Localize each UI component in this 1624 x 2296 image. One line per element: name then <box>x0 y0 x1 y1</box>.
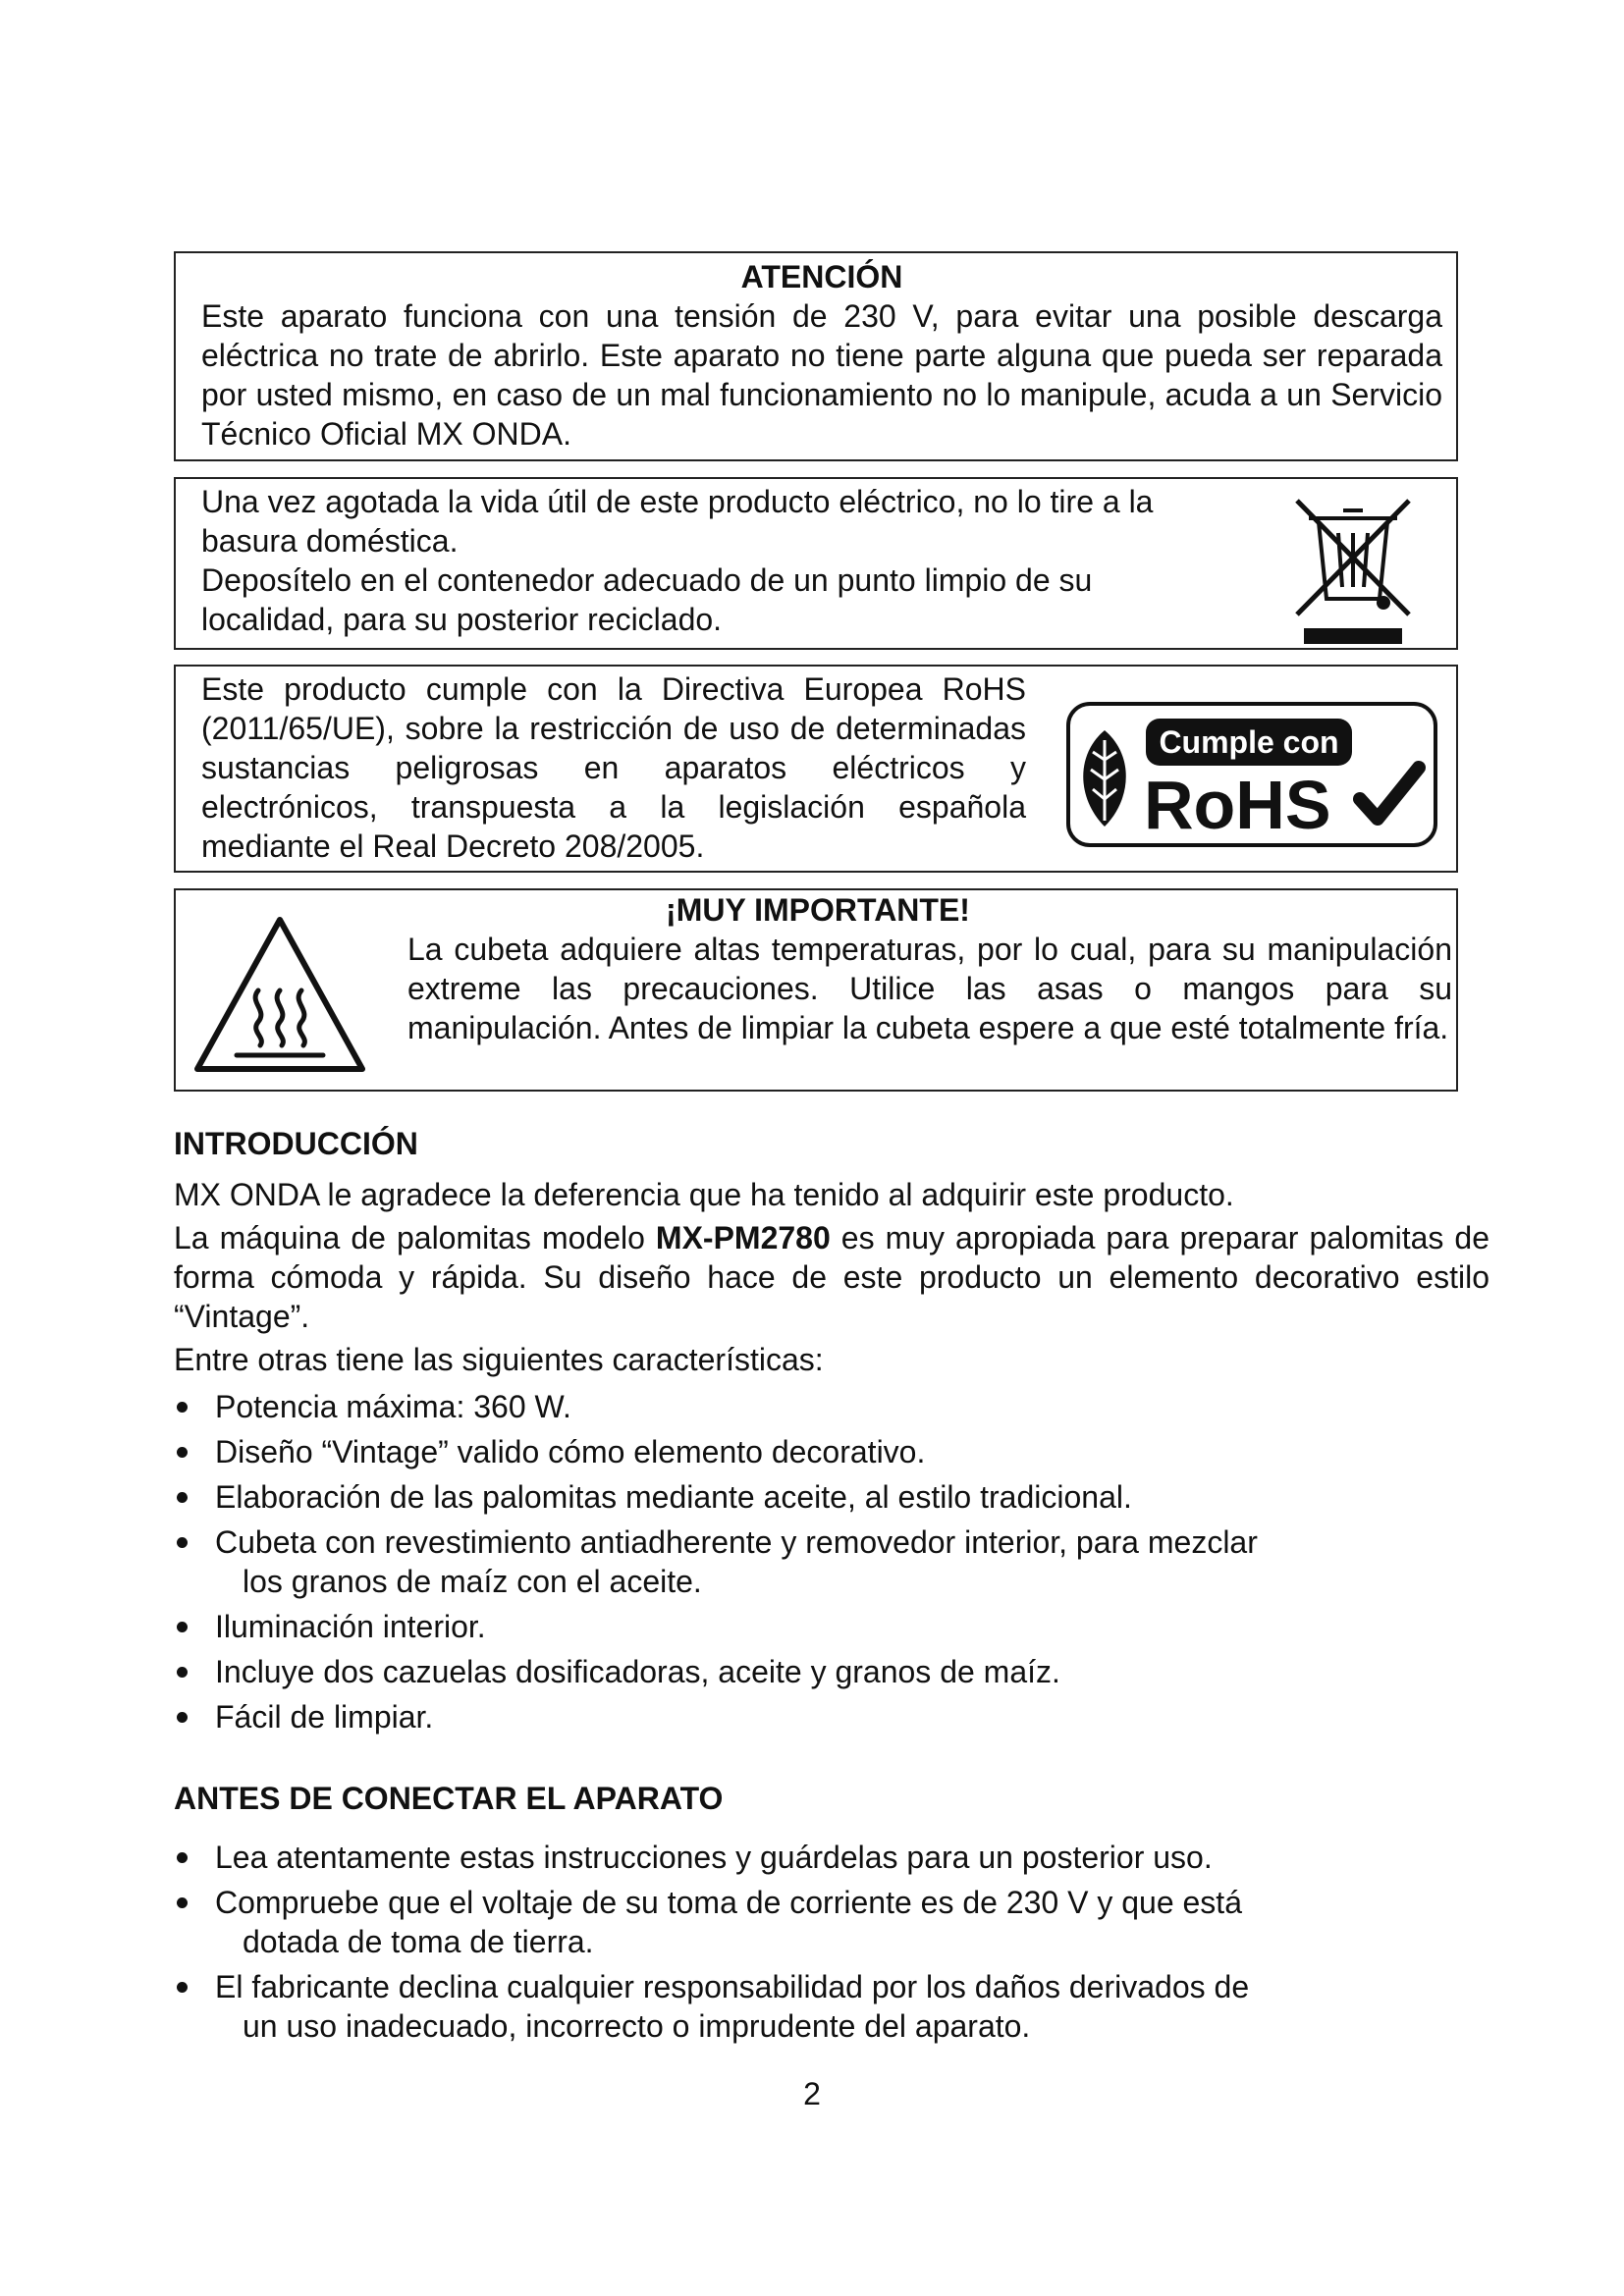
intro-paragraph-1: MX ONDA le agradece la deferencia que ha tenido al adquirir este producto. <box>174 1177 1234 1212</box>
precautions-list <box>174 1838 1489 2046</box>
importante-text: La cubeta adquiere altas temperaturas, por lo cual, para su manipulación extreme las precauciones. Utilice las asas o mangos para su manipulación. Antes de limpiar la cubeta espere a que esté totalmente fría. <box>407 932 1452 1045</box>
intro-p2-pre: La máquina de palomitas modelo <box>174 1220 656 1255</box>
atencion-title: ATENCIÓN <box>740 259 903 294</box>
rohs-compliance-logo <box>1065 701 1438 848</box>
list-item: Potencia máxima: 360 W. <box>174 1387 1489 1426</box>
rohs-logo-main-text: RoHS <box>1144 767 1331 843</box>
important-warning-box <box>174 888 1458 1092</box>
list-item: Diseño “Vintage” valido cómo elemento decorativo. <box>174 1432 1489 1471</box>
list-item: Elaboración de las palomitas mediante aceite, al estilo tradicional. <box>174 1477 1489 1517</box>
rohs-notice-box <box>174 665 1458 873</box>
recycling-notice-box <box>174 477 1458 650</box>
antes-heading: ANTES DE CONECTAR EL APARATO <box>174 1781 724 1816</box>
recycling-text-1: Una vez agotada la vida útil de este producto eléctrico, no lo tire a la basura doméstica. <box>201 484 1154 559</box>
intro-paragraph-3: Entre otras tiene las siguientes características: <box>174 1342 824 1377</box>
page-number: 2 <box>803 2076 821 2111</box>
rohs-text: Este producto cumple con la Directiva Europea RoHS (2011/65/UE), sobre la restricción de uso de determinadas sustancias peligrosas en aparatos eléctricos y electrónicos, transpuesta a la legislación española mediante el Real Decreto 208/2005. <box>201 671 1026 864</box>
list-item: Incluye dos cazuelas dosificadoras, aceite y granos de maíz. <box>174 1652 1489 1691</box>
atencion-notice-box <box>174 251 1458 461</box>
list-item: Cubeta con revestimiento antiadherente y removedor interior, para mezclar los granos de maíz con el aceite. <box>174 1522 1489 1601</box>
intro-section <box>174 1124 1489 1742</box>
intro-heading: INTRODUCCIÓN <box>174 1126 418 1161</box>
rohs-logo-badge-text: Cumple con <box>1159 724 1339 760</box>
recycling-text-2: Deposítelo en el contenedor adecuado de un punto limpio de su localidad, para su posterior reciclado. <box>201 562 1093 637</box>
before-connecting-section <box>174 1779 1489 2052</box>
list-item: Compruebe que el voltaje de su toma de corriente es de 230 V y que está dotada de toma de tierra. <box>174 1883 1489 1961</box>
intro-paragraph-2 <box>174 1218 1489 1336</box>
intro-p2-post: es muy apropiada para preparar palomitas de forma cómoda y rápida. Su diseño hace de este producto un elemento decorativo estilo “Vintage”. <box>174 1220 1490 1334</box>
list-item: Fácil de limpiar. <box>174 1697 1489 1736</box>
atencion-text: Este aparato funciona con una tensión de 230 V, para evitar una posible descarga eléctrica no trate de abrirlo. Este aparato no tiene parte alguna que pueda ser reparada por usted mismo, en caso de un mal funcionamiento no lo manipule, acuda a un Servicio Técnico Oficial MX ONDA. <box>201 298 1442 452</box>
hot-surface-warning-icon <box>191 912 368 1077</box>
list-item: El fabricante declina cualquier responsabilidad por los daños derivados de un uso inadecuado, incorrecto o imprudente del aparato. <box>174 1967 1489 2046</box>
list-item: Lea atentamente estas instrucciones y guárdelas para un posterior uso. <box>174 1838 1489 1877</box>
features-list <box>174 1387 1489 1736</box>
importante-title: ¡MUY IMPORTANTE! <box>666 892 970 928</box>
list-item: Iluminación interior. <box>174 1607 1489 1646</box>
crossed-bin-icon <box>1289 489 1417 646</box>
model-number: MX-PM2780 <box>655 1220 831 1255</box>
